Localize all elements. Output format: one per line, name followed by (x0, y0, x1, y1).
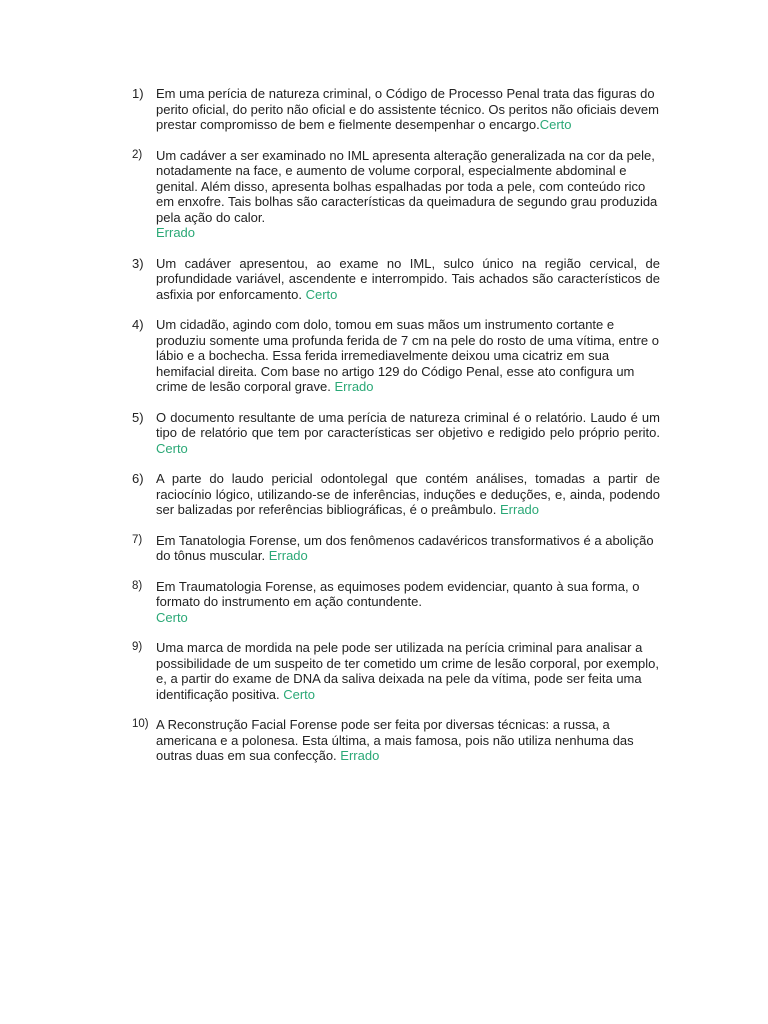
item-number: 2) (132, 148, 143, 161)
answer-label: Errado (334, 379, 374, 394)
item-number: 10) (132, 718, 149, 730)
answer-label: Certo (283, 686, 315, 702)
list-item (118, 256, 660, 303)
item-number: 9) (132, 641, 143, 653)
item-number: 5) (132, 409, 144, 425)
list-item (118, 317, 660, 395)
list-item (118, 471, 660, 518)
list-item (118, 579, 660, 626)
item-text: Um cadáver a ser examinado no IML apresenta alteração generalizada na cor da pele, notadamente na face, e aumento de volume corporal, especialmente abdominal e genital. Além disso, apresenta bolhas espalhadas por toda a pele, com conteúdo rico em enxofre. Tais bolhas são características da queimadura de segundo grau produzida pela ação do calor. (156, 147, 658, 225)
item-text: A Reconstrução Facial Forense pode ser feita por diversas técnicas: a russa, a americana e a polonesa. Esta última, a mais famosa, pois não utiliza nenhuma das outras duas em sua confecção. (156, 717, 634, 763)
list-item (118, 717, 660, 764)
item-number: 6) (132, 471, 144, 486)
item-number: 1) (132, 86, 144, 101)
item-number: 4) (132, 317, 144, 332)
question-list (118, 86, 660, 779)
item-number: 7) (132, 533, 143, 546)
item-number: 8) (132, 579, 143, 592)
list-item (118, 410, 660, 457)
list-item (118, 148, 660, 241)
answer-label: Errado (156, 225, 196, 240)
answer-label: Errado (340, 748, 380, 763)
item-text: Em uma perícia de natureza criminal, o Código de Processo Penal trata das figuras do perito oficial, do perito não oficial e do assistente técnico. Os peritos não oficiais devem prestar compromisso de bem e fielmente desempenhar o encargo. (156, 86, 659, 132)
item-text: A parte do laudo pericial odontolegal que contém análises, tomadas a partir de raciocínio lógico, utilizando-se de inferências, induções e deduções, e, ainda, podendo ser balizadas por referências bibliográficas, é o preâmbulo. (156, 471, 660, 517)
answer-label: Certo (156, 609, 188, 625)
answer-label: Certo (305, 286, 338, 302)
item-text: Um cadáver apresentou, ao exame no IML, sulco único na região cervical, de profundidade variável, ascendente e interrompido. Tais achados são característicos de asfixia por enforcamento. (156, 255, 660, 302)
item-text: Uma marca de mordida na pele pode ser utilizada na perícia criminal para analisar a possibilidade de um suspeito de ter cometido um crime de lesão corporal, por exemplo, e, a partir do exame de DNA da saliva deixada na pele da vítima, pode ser feita uma identificação positiva. (156, 640, 659, 702)
answer-label: Errado (499, 502, 540, 517)
answer-label: Certo (156, 440, 188, 456)
item-text: Um cidadão, agindo com dolo, tomou em suas mãos um instrumento cortante e produziu somente uma profunda ferida de 7 cm na pele do rosto de uma vítima, entre o lábio e a bochecha. Essa ferida irremediavelmente deixou uma cicatriz em sua hemifacial direita. Com base no artigo 129 do Código Penal, esse ato configura um crime de lesão corporal grave. (156, 317, 659, 394)
item-text: O documento resultante de uma perícia de natureza criminal é o relatório. Laudo é um tipo de relatório que tem por características ser objetivo e redigido pelo próprio perito. (156, 409, 660, 440)
list-item (118, 640, 660, 702)
item-text: Em Tanatologia Forense, um dos fenômenos cadavéricos transformativos é a abolição do tônus muscular. (156, 532, 654, 563)
item-text: Em Traumatologia Forense, as equimoses podem evidenciar, quanto à sua forma, o formato do instrumento em ação contundente. (156, 578, 640, 609)
list-item (118, 86, 660, 133)
answer-label: Errado (268, 548, 308, 563)
answer-label: Certo (539, 117, 572, 132)
item-number: 3) (132, 255, 144, 271)
list-item (118, 533, 660, 564)
